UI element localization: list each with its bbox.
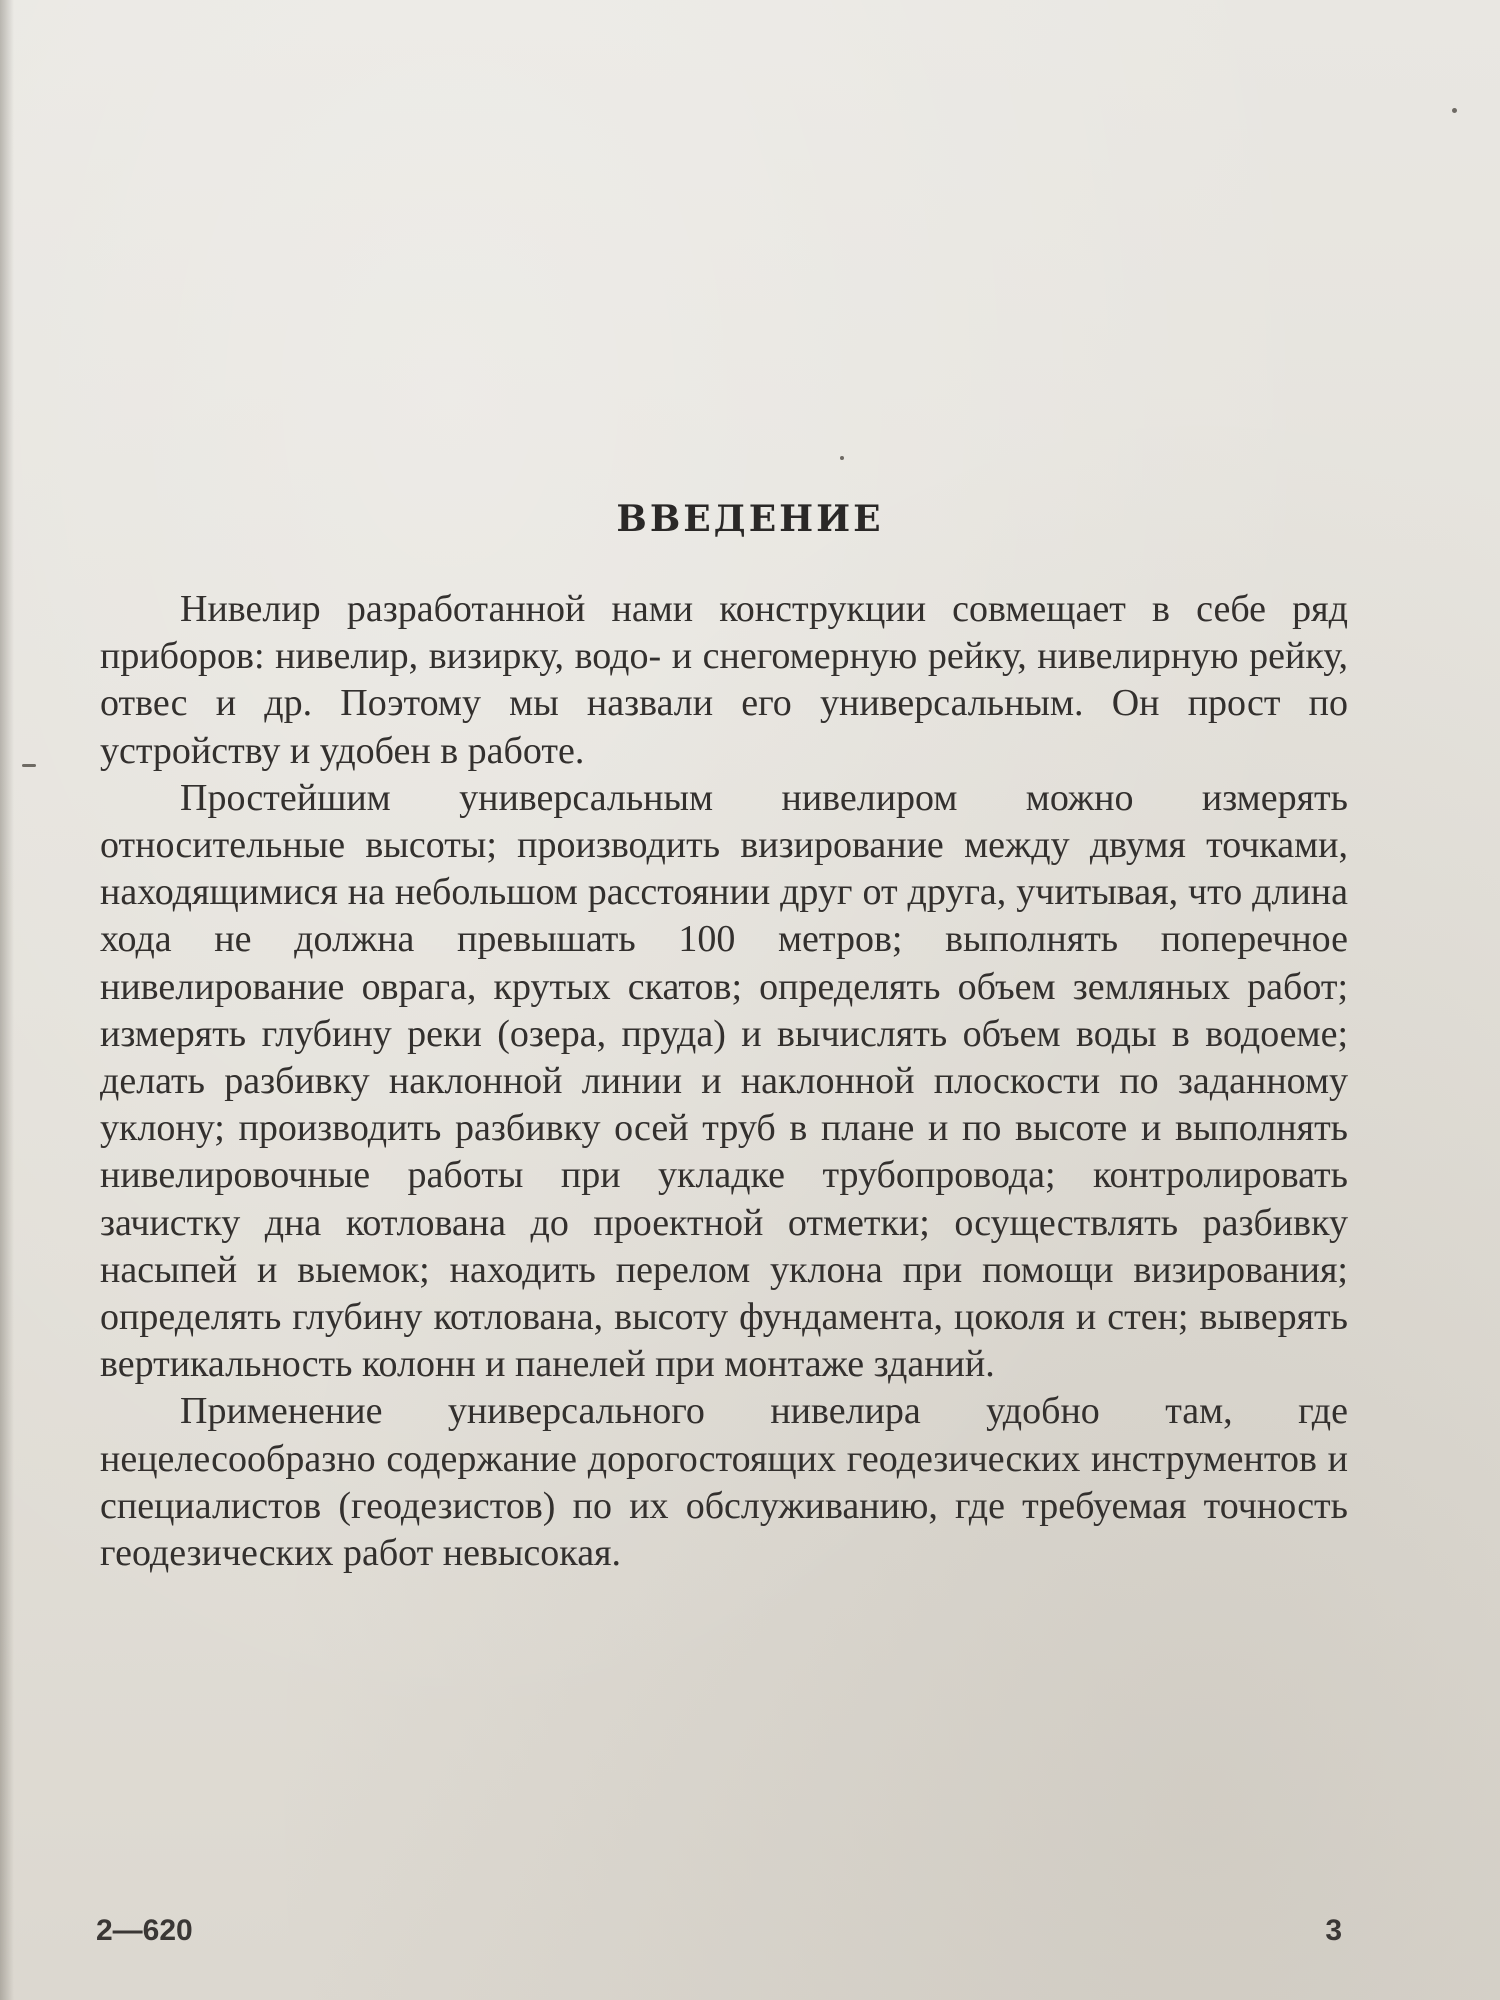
chapter-heading: ВВЕДЕНИЕ xyxy=(616,498,884,540)
body-text xyxy=(100,586,1348,1577)
page-number: 3 xyxy=(1325,1914,1342,1947)
paper-speck xyxy=(1452,108,1457,113)
paragraph-1: Нивелир разработанной нами конструкции совмещает в себе ряд приборов: нивелир, визирку, водо- и снегомерную рейку, нивелирную рейку, отвес и др. Поэтому мы назвали его универсальным. Он прост по устройству и удобен в работе. xyxy=(100,588,1348,772)
paragraph-2: Простейшим универсальным нивелиром можно измерять относительные высоты; производить визирование между двумя точками, находящимися на небольшом расстоянии друг от друга, учитывая, что длина хода не должна превышать 100 метров; выполнять поперечное нивелирование оврага, крутых скатов; определять объем земляных работ; измерять глубину реки (озера, пруда) и вычислять объем воды в водоеме; делать разбивку наклонной линии и наклонной плоскости по заданному уклону; производить разбивку осей труб в плане и по высоте и выполнять нивелировочные работы при укладке трубопровода; контролировать зачистку дна котлована до проектной отметки; осуществлять разбивку насыпей и выемок; находить перелом уклона при помощи визирования; определять глубину котлована, высоту фундамента, цоколя и стен; выверять вертикальность колонн и панелей при монтаже зданий. xyxy=(100,776,1348,1386)
paragraph-3: Применение универсального нивелира удобно там, где нецелесообразно содержание дорогостоящих геодезических инструментов и специалистов (геодезистов) по их обслуживанию, где требуемая точность геодезических работ невысокая. xyxy=(100,1390,1348,1575)
paper-speck xyxy=(840,456,844,460)
signature-mark: 2—620 xyxy=(96,1914,193,1947)
paper-speck xyxy=(22,764,36,767)
page-edge-shadow xyxy=(0,0,14,2000)
